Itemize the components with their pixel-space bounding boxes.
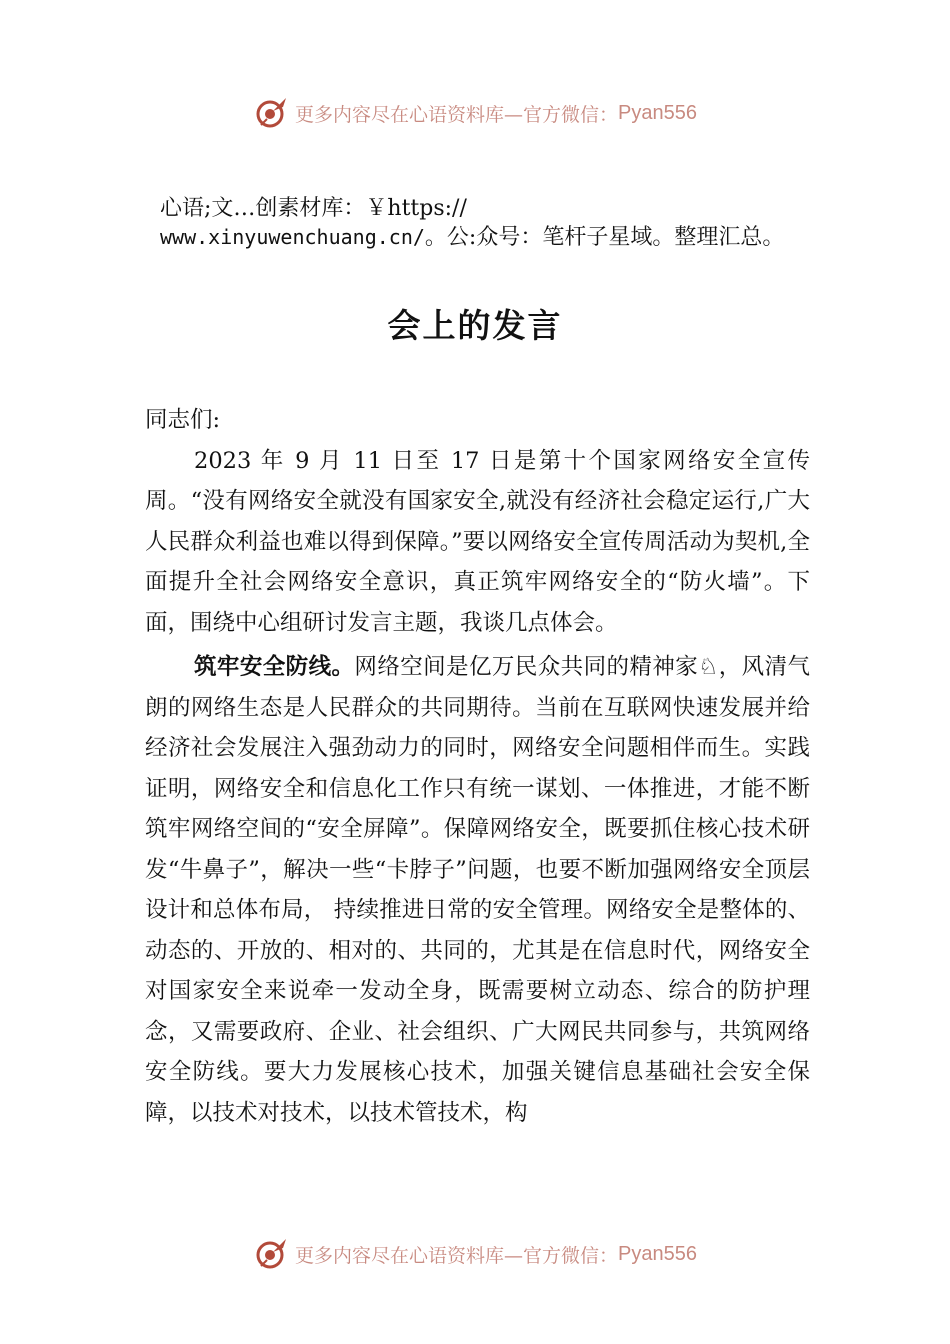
source-note <box>160 194 820 252</box>
header-banner-handle: Pyan556 <box>618 101 697 124</box>
page-title: 会上的发言 <box>387 306 563 345</box>
source-url: www.xinyuwenchuang.cn/ <box>160 225 425 249</box>
document-body <box>145 400 810 1133</box>
footer-banner <box>0 1234 950 1274</box>
quill-pen-logo-icon <box>253 1236 289 1272</box>
footer-banner-handle: Pyan556 <box>618 1242 697 1265</box>
source-note-line1: 心语;文…创素材库：￥https:// <box>160 196 467 221</box>
paragraph-section-1 <box>145 647 810 1133</box>
footer-banner-text: 更多内容尽在心语资料库—官方微信： <box>295 1244 619 1267</box>
paragraph-intro: 2023 年 9 月 11 日至 17 日是第十个国家网络安全宣传周。“没有网络安全就没有国家安全,就没有经济社会稳定运行,广大人民群众利益也难以得到保障。”要以网络安全宣传周活动为契机,全面提升全社会网络安全意识，真正筑牢网络安全的“防火墙”。下面，围绕中心组研讨发言主题，我谈几点体会。 <box>145 447 810 636</box>
source-note-rest: 。公:众号：笔杆子星域。整理汇总。 <box>424 225 785 250</box>
header-banner <box>0 93 950 133</box>
source-note-line2 <box>160 223 820 252</box>
quill-pen-logo-icon <box>253 95 289 131</box>
salutation: 同志们: <box>145 407 221 433</box>
section-text: 网络空间是亿万民众共同的精神家♘，风清气朗的网络生态是人民群众的共同期待。当前在互联网快速发展并给经济社会发展注入强劲动力的同时，网络安全问题相伴而生。实践证明，网络安全和信息化工作只有统一谋划、一体推进，才能不断筑牢网络空间的“安全屏障”。保障网络安全，既要抓住核心技术研发“牛鼻子”，解决一些“卡脖子”问题，也要不断加强网络安全顶层设计和总体布局， 持续推进日常的安全管理。网络安全是整体的、动态的、开放的、相对的、共同的，尤其是在信息时代，网络安全对国家安全来说牵一发动全身，既需要树立动态、综合的防护理念，又需要政府、企业、社会组织、广大网民共同参与，共筑网络安全防线。要大力发展核心技术，加强关键信息基础社会安全保障，以技术对技术，以技术管技术，构 <box>145 654 810 1126</box>
section-heading: 筑牢安全防线。 <box>194 654 355 680</box>
header-banner-text: 更多内容尽在心语资料库—官方微信： <box>295 103 619 126</box>
